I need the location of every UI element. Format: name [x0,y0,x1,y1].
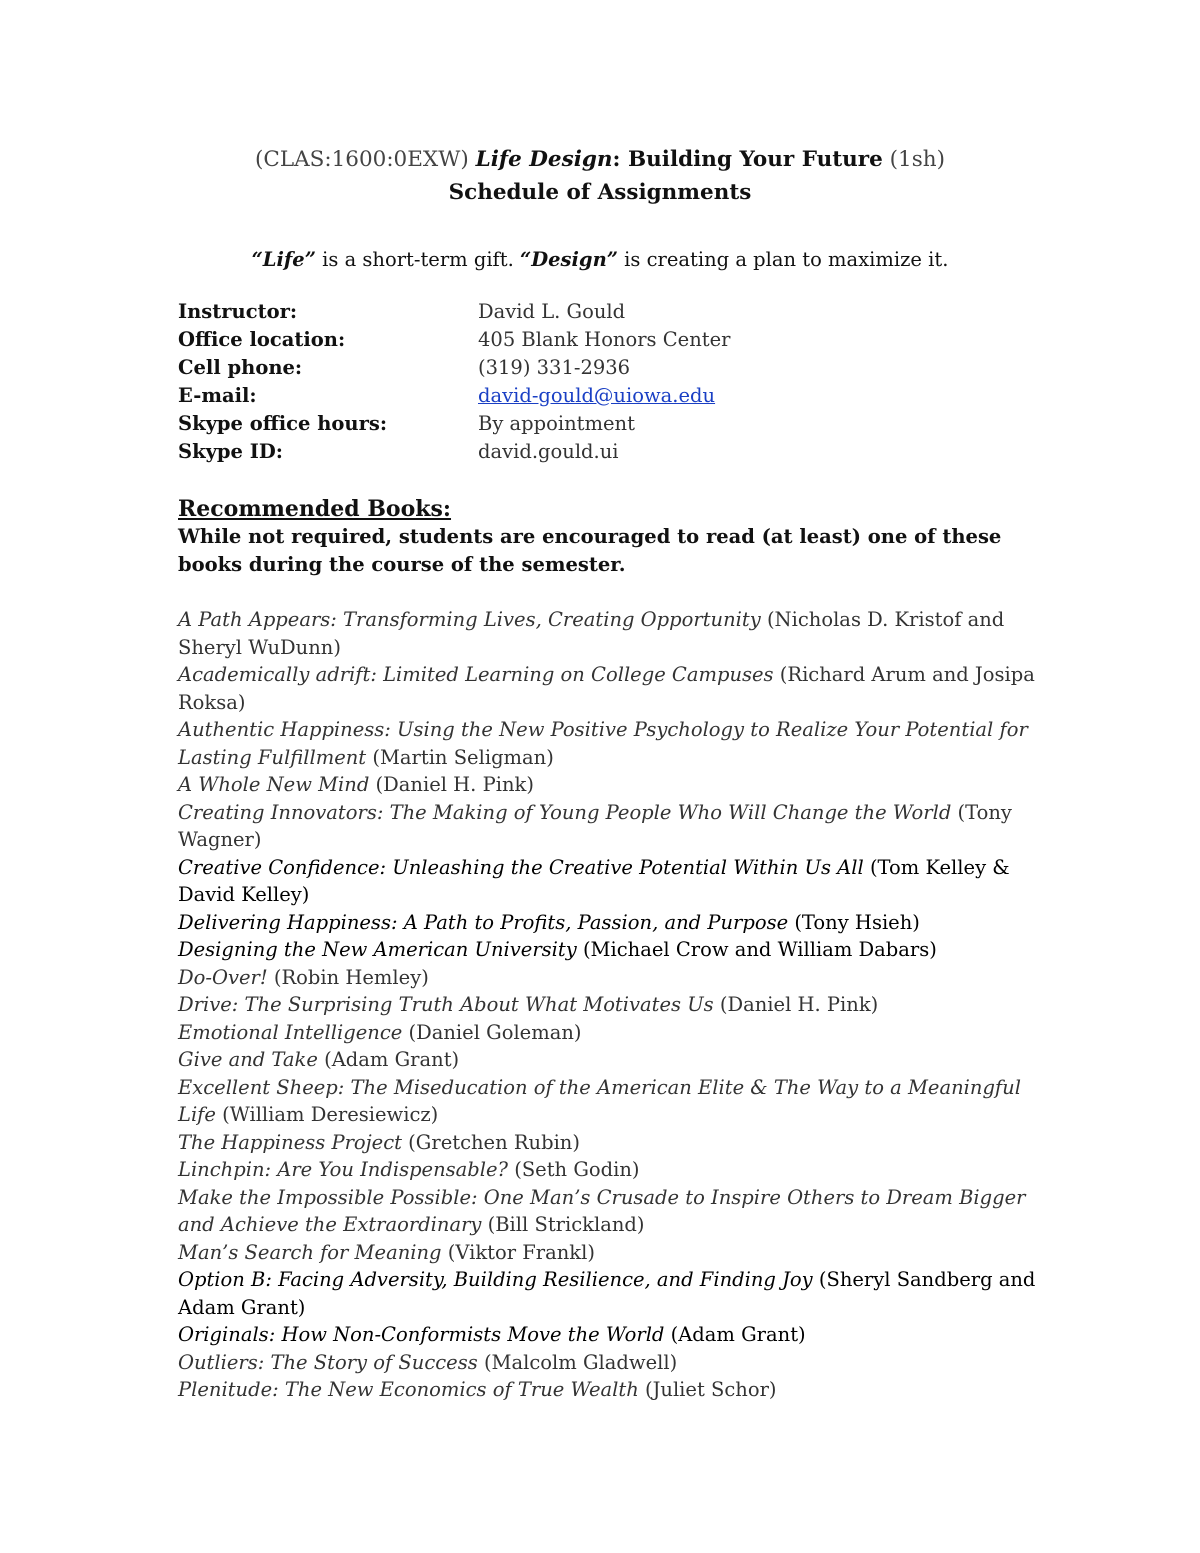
info-label: E-mail: [178,384,257,407]
email-link[interactable]: david-gould@uiowa.edu [478,384,716,407]
book-author: (Adam Grant) [664,1323,806,1346]
book-author: (Daniel H. Pink) [369,773,534,796]
book-item [178,1156,1038,1184]
book-title: Creative Confidence: Unleashing the Creative Potential Within Us All [178,855,864,879]
book-title: Excellent Sheep: The Miseducation of the American Elite & The Way to a Meaningful Life [178,1075,1021,1126]
info-row-phone [178,354,1078,382]
book-author: (Nicholas D. Kristof and Sheryl WuDunn) [178,608,1005,659]
book-title: Give and Take [178,1048,318,1071]
course-title-rest: : Building Your Future [612,147,883,172]
book-author: (Seth Godin) [508,1158,640,1181]
info-value: David L. Gould [478,300,626,323]
book-title: Authentic Happiness: Using the New Positive Psychology to Realize Your Potential for Lasting Fulfillment [178,718,1028,769]
tagline-life: “Life” [251,248,316,271]
book-item [178,1376,1038,1404]
book-item [178,1349,1038,1377]
tagline-design: “Design” [520,248,618,271]
book-title: Creating Innovators: The Making of Young People Who Will Change the World [178,800,952,824]
book-item [178,799,1038,854]
book-author: (Martin Seligman) [366,745,554,769]
books-intro: While not required, students are encouraged to read (at least) one of these books during the course of the semester. [178,525,1002,576]
info-label: Skype office hours: [178,412,388,435]
book-title: Man’s Search for Meaning [178,1240,442,1264]
book-item [178,991,1038,1019]
info-row-office [178,326,1078,354]
book-item [178,661,1038,716]
book-author: (Robin Hemley) [267,965,429,989]
book-item [178,936,1038,964]
info-value: david.gould.ui [478,440,619,463]
book-title: Make the Impossible Possible: One Man’s Crusade to Inspire Others to Dream Bigger and Achieve the Extraordinary [178,1185,1026,1236]
book-item [178,1184,1038,1239]
book-item [178,1129,1038,1157]
book-author: (Richard Arum and Josipa Roksa) [178,663,1035,714]
book-author: (Tom Kelley & David Kelley) [178,855,1010,906]
info-row-email [178,382,1078,410]
book-item [178,909,1038,937]
book-item [178,1074,1038,1129]
book-author: (Gretchen Rubin) [401,1130,580,1154]
book-item [178,716,1038,771]
schedule-title: Schedule of Assignments [448,180,752,205]
book-title: Plenitude: The New Economics of True Wealth [178,1378,639,1401]
book-author: (Adam Grant) [317,1048,460,1071]
books-heading: Recommended Books: [178,496,452,522]
book-item [178,854,1038,909]
info-label: Office location: [178,328,346,351]
info-value-email [478,382,715,410]
book-title: Drive: The Surprising Truth About What Motivates Us [178,993,714,1016]
book-title: Designing the New American University [178,938,577,961]
info-row-instructor [178,298,1078,326]
book-author: (Daniel H. Pink) [713,993,879,1016]
book-title: Do-Over! [178,965,268,989]
info-value: 405 Blank Honors Center [478,328,731,351]
book-title: A Whole New Mind [178,773,370,796]
book-item [178,1046,1038,1074]
tagline [0,246,1200,274]
book-title: Academically adrift: Limited Learning on College Campuses [178,663,774,686]
book-author: (Tony Hsieh) [788,910,920,934]
book-author: (Michael Crow and William Dabars) [576,938,937,961]
info-row-skype-hours [178,410,1078,438]
book-title: Linchpin: Are You Indispensable? [178,1158,509,1181]
book-item [178,606,1038,661]
info-row-skype-id [178,438,1078,466]
book-item [178,1019,1038,1047]
book-item [178,1321,1038,1349]
book-author: (William Deresiewicz) [215,1103,439,1126]
info-value: By appointment [478,412,635,435]
book-title: Outliers: The Story of Success [178,1350,478,1374]
info-value: (319) 331-2936 [478,356,631,379]
book-item [178,771,1038,799]
book-author: (Daniel Goleman) [402,1020,582,1044]
book-title: Delivering Happiness: A Path to Profits, Passion, and Purpose [178,910,789,934]
course-title-line [0,145,1200,175]
book-author: (Malcolm Gladwell) [477,1350,678,1374]
book-title: Originals: How Non-Conformists Move the World [178,1323,665,1346]
info-label: Cell phone: [178,356,303,379]
book-title: A Path Appears: Transforming Lives, Creating Opportunity [178,608,761,631]
book-title: Option B: Facing Adversity, Building Resilience, and Finding Joy [178,1268,813,1291]
book-author: (Sheryl Sandberg and Adam Grant) [178,1268,1036,1319]
book-author: (Juliet Schor) [638,1378,777,1401]
book-list [178,606,1038,1404]
book-item [178,1239,1038,1267]
book-title: The Happiness Project [178,1130,402,1154]
course-title-italic: Life Design [475,147,613,172]
book-author: (Tony Wagner) [178,800,1012,851]
info-label: Skype ID: [178,440,283,463]
book-author: (Bill Strickland) [481,1213,645,1236]
course-code: (CLAS:1600:0EXW) [254,147,469,172]
info-label: Instructor: [178,300,298,323]
course-credits: (1sh) [889,147,945,172]
book-item [178,964,1038,992]
book-item [178,1266,1038,1321]
book-title: Emotional Intelligence [178,1020,403,1044]
tagline-design-rest: is creating a plan to maximize it. [617,248,949,271]
book-author: (Viktor Frankl) [441,1240,595,1264]
tagline-life-rest: is a short-term gift. [315,248,521,271]
